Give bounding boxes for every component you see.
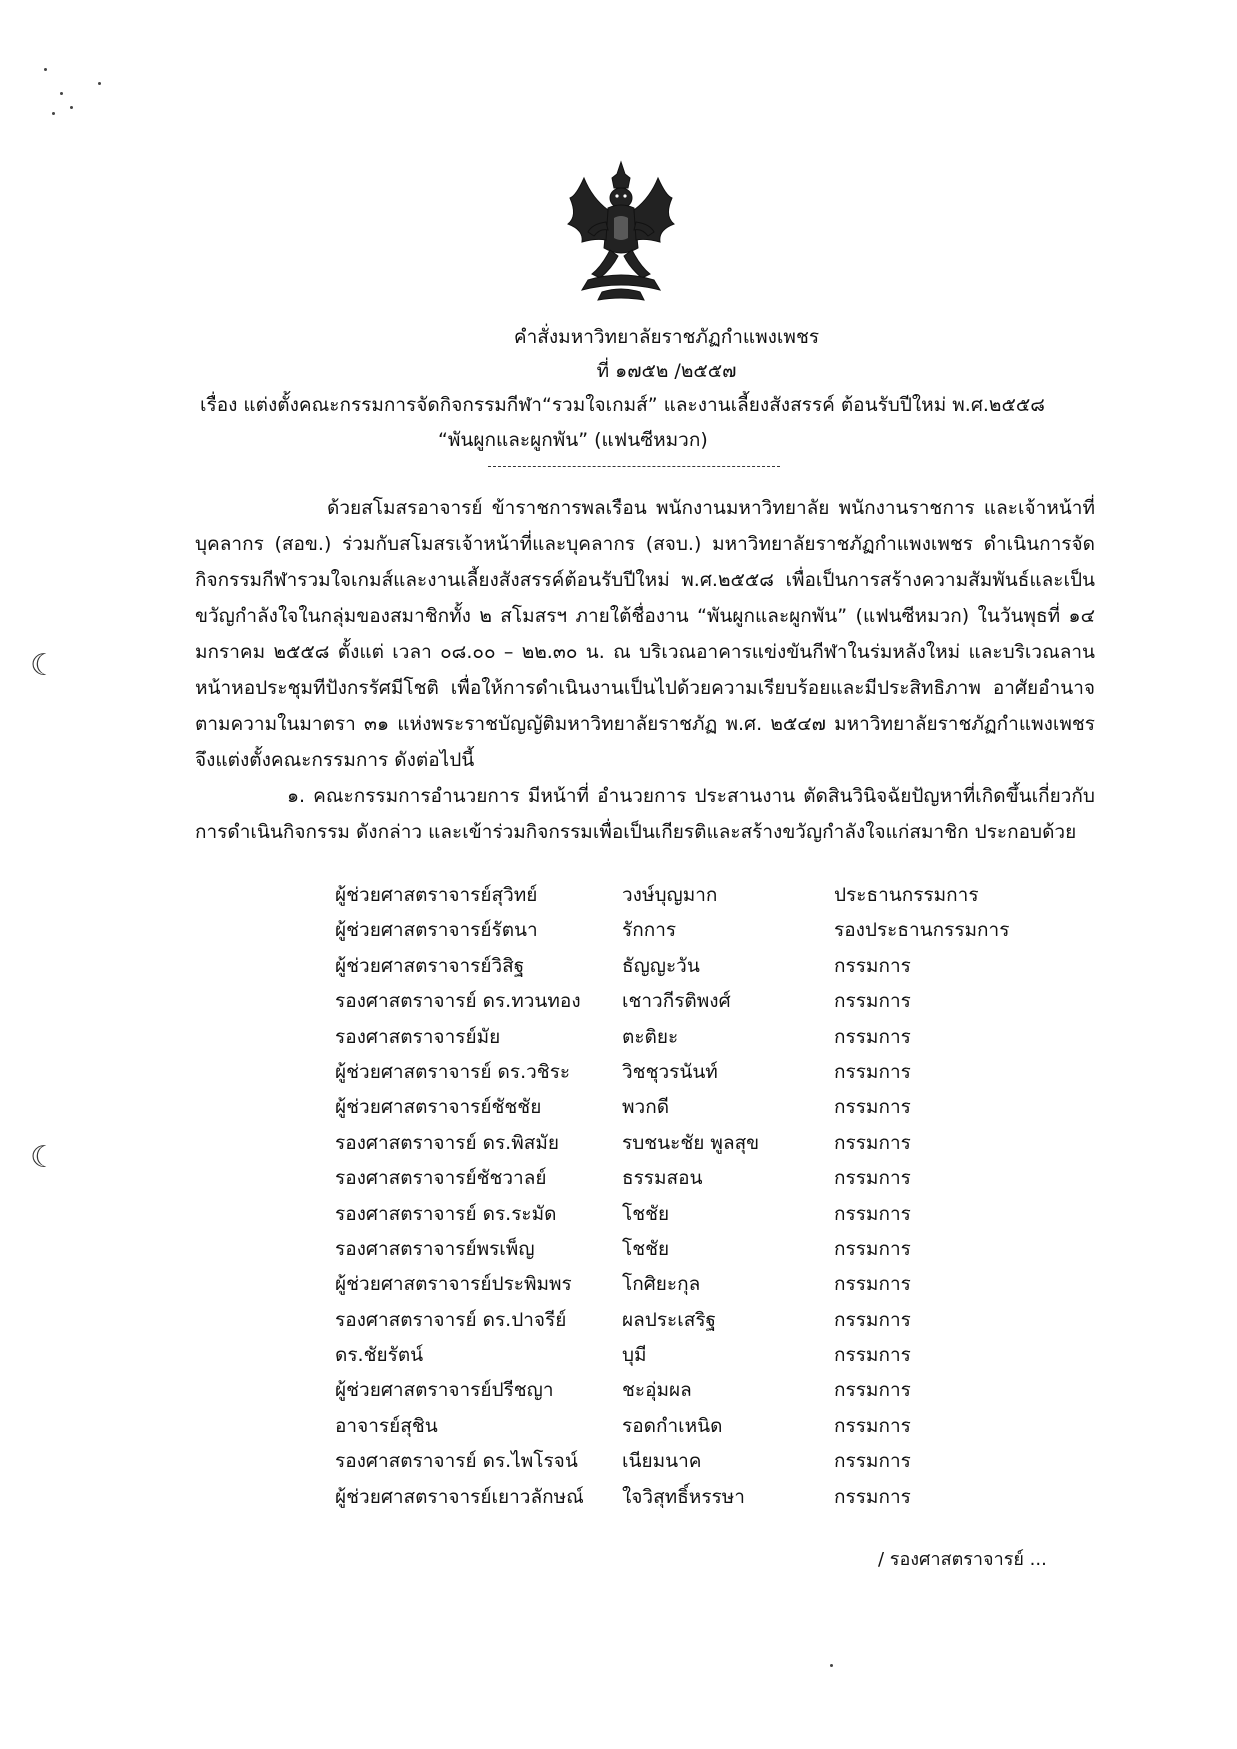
member-role: กรรมการ <box>834 1025 911 1048</box>
committee-member-row <box>335 1234 1034 1269</box>
committee-member-row <box>335 951 1034 986</box>
member-title: ดร.ชัยรัตน์ <box>335 1344 424 1367</box>
committee-member-row <box>335 1446 1034 1481</box>
member-title: อาจารย์สุชิน <box>335 1414 438 1437</box>
member-role: กรรมการ <box>834 1414 911 1437</box>
garuda-emblem-icon <box>562 158 680 308</box>
committee-member-row <box>335 1375 1034 1410</box>
committee-member-row <box>335 880 1034 915</box>
member-title: รองศาสตราจารย์มัย <box>335 1025 501 1048</box>
member-role: รองประธานกรรมการ <box>834 919 1010 942</box>
scan-speck <box>98 82 101 85</box>
committee-member-row <box>335 1022 1034 1057</box>
divider-line <box>488 466 780 467</box>
member-surname: พวกดี <box>622 1096 670 1119</box>
committee-member-row <box>335 1199 1034 1234</box>
committee-member-row <box>335 1092 1034 1127</box>
member-surname: ธัญญะวัน <box>622 954 700 977</box>
member-role: กรรมการ <box>834 1167 911 1190</box>
scan-speck <box>830 1664 833 1667</box>
order-number: ที่ ๑๗๕๒ /๒๕๕๗ <box>596 360 737 382</box>
committee-member-row <box>335 1305 1034 1340</box>
punch-hole-mark: ☾ <box>30 648 57 683</box>
member-title: รองศาสตราจารย์ชัชวาลย์ <box>335 1167 547 1190</box>
member-surname: รอดกำเหนิด <box>622 1414 723 1437</box>
member-role: กรรมการ <box>834 1131 911 1154</box>
committee-member-list <box>335 880 1034 1517</box>
member-title: รองศาสตราจารย์ ดร.ปาจรีย์ <box>335 1308 567 1331</box>
member-role: ประธานกรรมการ <box>834 884 979 906</box>
member-surname: รบชนะชัย พูลสุข <box>622 1131 760 1154</box>
member-title: ผู้ช่วยศาสตราจารย์เยาวลักษณ์ <box>335 1485 584 1508</box>
member-surname: บุมี <box>622 1344 647 1367</box>
member-surname: ธรรมสอน <box>622 1167 703 1190</box>
member-title: ผู้ช่วยศาสตราจารย์ปรีชญา <box>335 1379 554 1402</box>
committee-member-row <box>335 1269 1034 1304</box>
order-body <box>195 490 1095 850</box>
item-1-paragraph: ๑. คณะกรรมการอำนวยการ มีหน้าที่ อำนวยการ ประสานงาน ตัดสินวินิจฉัยปัญหาที่เกิดขึ้นเกี่ยวกับการดำเนินกิจกรรม ดังกล่าว และเข้าร่วมกิจกรรมเพื่อเป็นเกียรติและสร้างขวัญกำลังใจแก่สมาชิก ประกอบด้วย <box>195 785 1095 843</box>
subject-line-2: “พันผูกและผูกพัน” (แฟนซีหมวก) <box>438 429 708 451</box>
member-surname: วิชชุวรนันท์ <box>622 1060 718 1083</box>
member-surname: โชชัย <box>622 1202 670 1225</box>
scan-speck <box>52 112 55 115</box>
member-title: รองศาสตราจารย์ ดร.ไพโรจน์ <box>335 1450 578 1473</box>
member-title: รองศาสตราจารย์ ดร.ทวนทอง <box>335 990 581 1013</box>
continuation-note: / รองศาสตราจารย์ ... <box>878 1549 1047 1570</box>
member-surname: ผลประเสริฐ <box>622 1308 717 1331</box>
member-role: กรรมการ <box>834 1060 911 1083</box>
member-surname: เชาวกีรติพงศ์ <box>622 990 731 1013</box>
member-role: กรรมการ <box>834 1485 911 1508</box>
scan-speck <box>44 68 47 71</box>
member-role: กรรมการ <box>834 1237 911 1260</box>
committee-member-row <box>335 986 1034 1021</box>
order-subject <box>200 388 1100 458</box>
member-role: กรรมการ <box>834 1344 911 1367</box>
member-surname: เนียมนาค <box>622 1450 702 1473</box>
scan-speck <box>70 106 73 109</box>
member-title: ผู้ช่วยศาสตราจารย์รัตนา <box>335 919 538 942</box>
scan-speck <box>60 92 63 95</box>
member-role: กรรมการ <box>834 1450 911 1473</box>
member-surname: ชะอุ่มผล <box>622 1379 692 1402</box>
member-role: กรรมการ <box>834 1273 911 1296</box>
member-surname: โกศิยะกุล <box>622 1273 701 1296</box>
member-title: รองศาสตราจารย์ ดร.พิสมัย <box>335 1131 559 1154</box>
committee-member-row <box>335 1057 1034 1092</box>
member-title: ผู้ช่วยศาสตราจารย์สุวิทย์ <box>335 884 538 906</box>
committee-member-row <box>335 1340 1034 1375</box>
committee-member-row <box>335 915 1034 950</box>
member-role: กรรมการ <box>834 954 911 977</box>
committee-member-row <box>335 1482 1034 1517</box>
member-title: ผู้ช่วยศาสตราจารย์วิสิฐ <box>335 954 525 977</box>
committee-member-row <box>335 1128 1034 1163</box>
body-paragraph: ด้วยสโมสรอาจารย์ ข้าราชการพลเรือน พนักงานมหาวิทยาลัย พนักงานราชการ และเจ้าหน้าที่บุคลากร (สอข.) ร่วมกับสโมสรเจ้าหน้าที่และบุคลากร (สจบ.) มหาวิทยาลัยราชภัฏกำแพงเพชร ดำเนินการจัดกิจกรรมกีฬารวมใจเกมส์และงานเลี้ยงสังสรรค์ต้อนรับปีใหม่ พ.ศ.๒๕๕๘ เพื่อเป็นการสร้างความสัมพันธ์และเป็นขวัญกำลังใจในกลุ่มของสมาชิกทั้ง ๒ สโมสรฯ ภายใต้ชื่องาน “พันผูกและผูกพัน” (แฟนซีหมวก) ในวันพุธที่ ๑๔ มกราคม ๒๕๕๘ ตั้งแต่ เวลา ๐๘.๐๐ – ๒๒.๓๐ น. ณ บริเวณอาคารแข่งขันกีฬาในร่มหลังใหม่ และบริเวณลานหน้าหอประชุมทีปังกรรัศมีโชติ เพื่อให้การดำเนินงานเป็นไปด้วยความเรียบร้อยและมีประสิทธิภาพ อาศัยอำนาจตามความในมาตรา ๓๑ แห่งพระราชบัญญัติมหาวิทยาลัยราชภัฏ พ.ศ. ๒๕๔๗ มหาวิทยาลัยราชภัฏกำแพงเพชร จึงแต่งตั้งคณะกรรมการ ดังต่อไปนี้ <box>195 497 1095 771</box>
committee-member-row <box>335 1411 1034 1446</box>
member-surname: ตะติยะ <box>622 1025 679 1048</box>
member-title: ผู้ช่วยศาสตราจารย์ประพิมพร <box>335 1273 572 1296</box>
member-role: กรรมการ <box>834 990 911 1013</box>
member-role: กรรมการ <box>834 1202 911 1225</box>
subject-line-1: เรื่อง แต่งตั้งคณะกรรมการจัดกิจกรรมกีฬา“รวมใจเกมส์” และงานเลี้ยงสังสรรค์ ต้อนรับปีใหม่ พ.ศ.๒๕๕๘ <box>200 394 1045 416</box>
member-role: กรรมการ <box>834 1379 911 1402</box>
member-surname: ใจวิสุทธิ์หรรษา <box>622 1485 745 1508</box>
member-surname: วงษ์บุญมาก <box>622 884 718 906</box>
order-title: คำสั่งมหาวิทยาลัยราชภัฏกำแพงเพชร <box>513 326 820 348</box>
member-surname: รักการ <box>622 919 677 942</box>
punch-hole-mark: ☾ <box>30 1140 57 1175</box>
member-title: ผู้ช่วยศาสตราจารย์ ดร.วชิระ <box>335 1060 571 1083</box>
member-role: กรรมการ <box>834 1096 911 1119</box>
member-surname: โชชัย <box>622 1237 670 1260</box>
member-title: รองศาสตราจารย์ ดร.ระมัด <box>335 1202 557 1225</box>
member-title: รองศาสตราจารย์พรเพ็ญ <box>335 1237 535 1260</box>
committee-member-row <box>335 1163 1034 1198</box>
member-title: ผู้ช่วยศาสตราจารย์ชัชชัย <box>335 1096 542 1119</box>
member-role: กรรมการ <box>834 1308 911 1331</box>
